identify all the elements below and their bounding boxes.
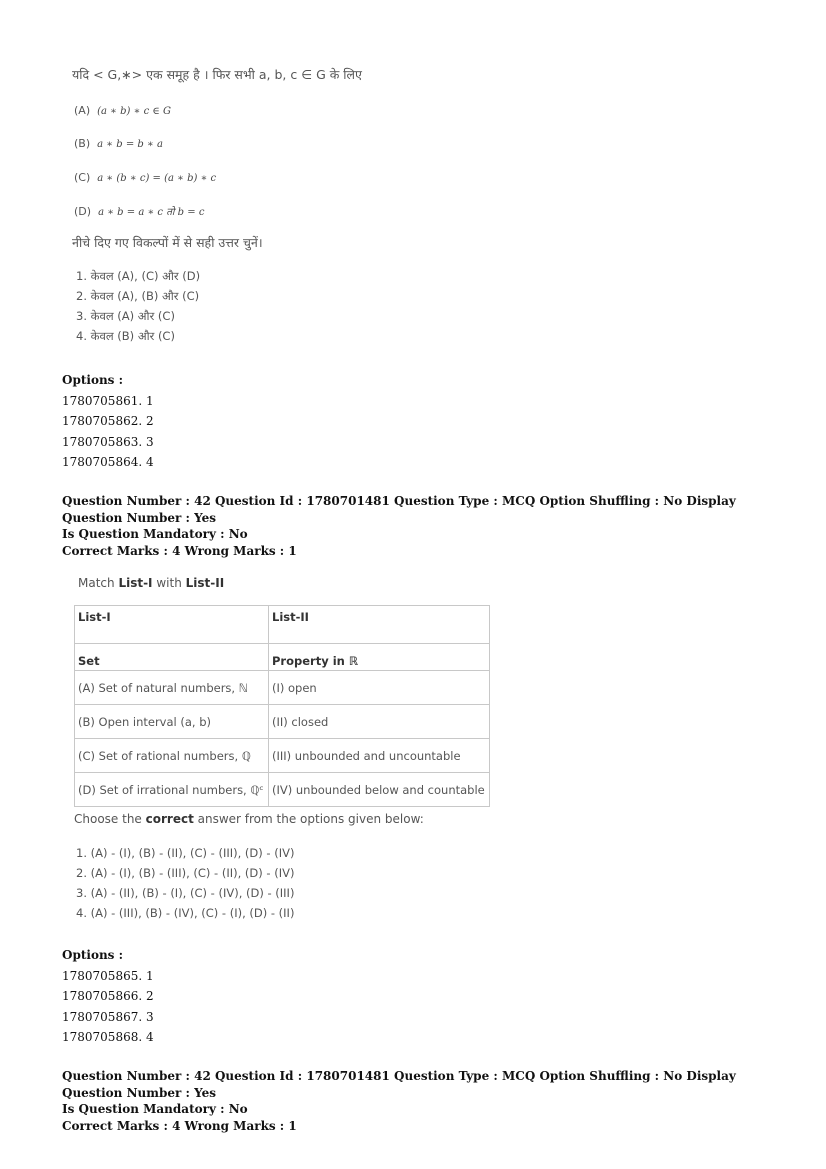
option-item: 1780705865. 1	[62, 968, 154, 983]
option-item: 1780705866. 2	[62, 989, 154, 1003]
table-header-row	[75, 606, 490, 644]
meta-line: Question Number : 42 Question Id : 1780701481 Question Type : MCQ Option Shuffling : No Display Question Number : Yes	[62, 494, 736, 525]
question1-choice: 1. केवल (A), (C) और (D)	[76, 269, 201, 283]
table-cell: (A) Set of natural numbers, ℕ	[75, 671, 269, 705]
question1-stem: यदि < G,∗> एक समूह है । फिर सभी a, b, c ∈ G के लिए	[72, 67, 362, 82]
question2-choice: 2. (A) - (I), (B) - (III), (C) - (II), (D) - (IV)	[76, 866, 295, 880]
table-cell: (II) closed	[269, 705, 490, 739]
question2-choice: 4. (A) - (III), (B) - (IV), (C) - (I), (D) - (II)	[76, 906, 295, 920]
table-cell: (III) unbounded and uncountable	[269, 739, 490, 773]
meta-line: Is Question Mandatory : No	[62, 1102, 248, 1116]
table-cell: Set	[75, 644, 269, 671]
question1-options	[62, 370, 154, 473]
question1-choice: 3. केवल (A) और (C)	[76, 309, 175, 323]
meta-line: Is Question Mandatory : No	[62, 527, 248, 541]
meta-line: Correct Marks : 4 Wrong Marks : 1	[62, 543, 297, 558]
question2-intro: Match List-I with List-II	[78, 576, 225, 590]
table-cell: (B) Open interval (a, b)	[75, 705, 269, 739]
table-cell: (IV) unbounded below and countable	[269, 773, 490, 807]
table-header-row	[75, 644, 490, 671]
question2-choice: 3. (A) - (II), (B) - (I), (C) - (IV), (D) - (III)	[76, 886, 295, 900]
table-cell: (I) open	[269, 671, 490, 705]
statement-a: (A) (a ∗ b) ∗ c ∈ G	[74, 104, 171, 117]
table-row	[75, 705, 490, 739]
table-cell: List-I	[75, 606, 269, 644]
option-item: 1780705867. 3	[62, 1009, 154, 1024]
table-cell: List-II	[269, 606, 490, 644]
question1-instruction: नीचे दिए गए विकल्पों में से सही उत्तर चुनें।	[72, 235, 263, 250]
option-item: 1780705864. 4	[62, 455, 154, 469]
question-meta	[62, 1068, 782, 1134]
question2-choice: 1. (A) - (I), (B) - (II), (C) - (III), (D) - (IV)	[76, 846, 295, 860]
question1-choice: 4. केवल (B) और (C)	[76, 329, 175, 343]
options-title: Options :	[62, 948, 124, 962]
table-cell: Property in ℝ	[269, 644, 490, 671]
statement-d: (D) a ∗ b = a ∗ c तो b = c	[74, 205, 205, 218]
table-cell: (C) Set of rational numbers, ℚ	[75, 739, 269, 773]
option-item: 1780705862. 2	[62, 414, 154, 428]
statement-b: (B) a ∗ b = b ∗ a	[74, 137, 163, 150]
question2-instruction: Choose the correct answer from the options given below:	[74, 812, 424, 826]
table-row	[75, 671, 490, 705]
question2-options	[62, 945, 154, 1048]
table-row	[75, 739, 490, 773]
options-title: Options :	[62, 373, 124, 387]
table-row	[75, 773, 490, 807]
option-item: 1780705861. 1	[62, 393, 154, 408]
statement-c: (C) a ∗ (b ∗ c) = (a ∗ b) ∗ c	[74, 171, 217, 184]
meta-line: Question Number : 42 Question Id : 1780701481 Question Type : MCQ Option Shuffling : No Display Question Number : Yes	[62, 1069, 736, 1100]
question-meta	[62, 493, 782, 559]
question1-choice: 2. केवल (A), (B) और (C)	[76, 289, 200, 303]
option-item: 1780705868. 4	[62, 1030, 154, 1044]
option-item: 1780705863. 3	[62, 434, 154, 449]
meta-line: Correct Marks : 4 Wrong Marks : 1	[62, 1118, 297, 1133]
match-table	[74, 605, 490, 807]
table-cell: (D) Set of irrational numbers, ℚᶜ	[75, 773, 269, 807]
